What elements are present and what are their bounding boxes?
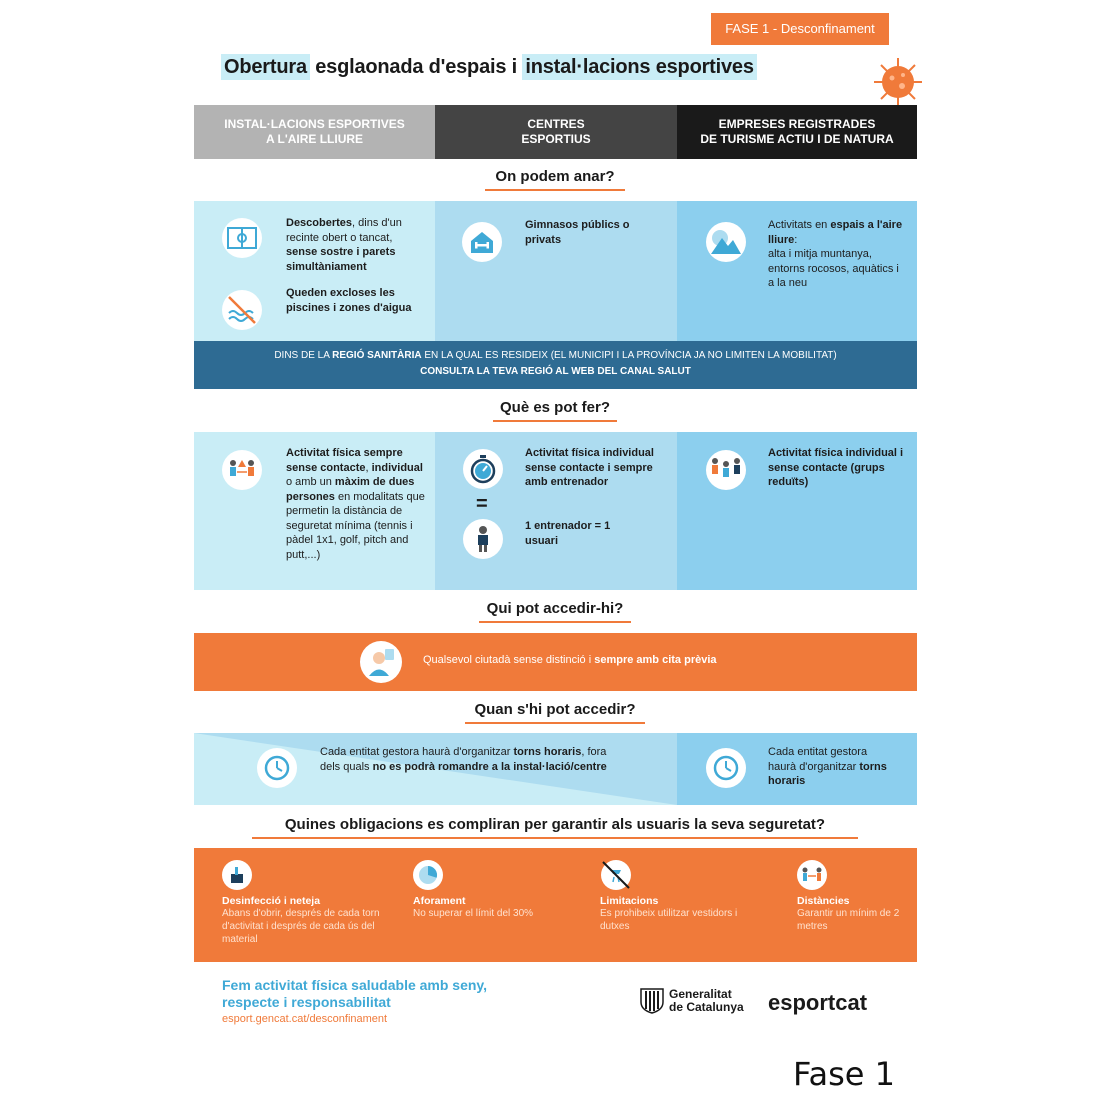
no-pool-icon	[222, 290, 262, 330]
section-title-who: Qui pot accedir-hi?	[430, 600, 680, 623]
what-companies-text: Activitat física individual i sense contacte (grups reduïts)	[768, 447, 904, 488]
title-part2: esglaonada d'espais i	[309, 56, 523, 78]
section-title-where: On podem anar?	[455, 168, 655, 191]
what-centers-text-a: Activitat física individual sense contacte i sempre amb entrenador	[525, 447, 654, 488]
generalitat-emblem-icon	[640, 988, 664, 1014]
no-shower-icon	[601, 860, 631, 890]
phase-badge: FASE 1 - Desconfinament	[711, 13, 889, 45]
section-title-what: Què es pot fer?	[455, 399, 655, 422]
generalitat-logo: Generalitat de Catalunya	[640, 988, 744, 1014]
column-header-outdoor: INSTAL·LACIONS ESPORTIVES A L'AIRE LLIURE	[194, 105, 435, 159]
when-right-text: Cada entitat gestora haurà d'organitzar torns horaris	[768, 746, 887, 787]
section-title-when: Quan s'hi pot accedir?	[430, 701, 680, 724]
obligation-cleaning: Desinfecció i neteja Abans d'obrir, després de cada torn d'activitat i després de cada ús del material	[222, 895, 380, 945]
group-icon	[706, 450, 746, 490]
where-outdoor-text-b: Queden excloses les piscines i zones d'aigua	[286, 287, 412, 314]
where-centers-text: Gimnasos públics o privats	[525, 219, 630, 246]
citizen-icon	[360, 641, 402, 683]
clock-icon	[257, 748, 297, 788]
stopwatch-icon	[463, 449, 503, 489]
trainer-icon	[463, 519, 503, 559]
field-icon	[222, 218, 262, 258]
obligation-capacity: Aforament No superar el límit del 30%	[413, 895, 534, 919]
who-text: Qualsevol ciutadà sense distinció i sempre amb cita prèvia	[423, 654, 717, 666]
footer-slogan: Fem activitat física saludable amb seny, respecte i responsabilitat	[222, 977, 488, 1010]
caption-label: Fase 1	[793, 1055, 895, 1093]
cleaning-icon	[222, 860, 252, 890]
region-band: DINS DE LA REGIÓ SANITÀRIA EN LA QUAL ES RESIDEIX (EL MUNICIPI I LA PROVÍNCIA JA NO LIMITEN LA MOBILITAT) CONSULTA LA TEVA REGIÓ AL WEB DEL CANAL SALUT	[194, 341, 917, 389]
two-people-icon	[222, 450, 262, 490]
pie-icon	[413, 860, 443, 890]
column-header-centers: CENTRES ESPORTIUS	[435, 105, 677, 159]
what-outdoor-text: Activitat física sempre sense contacte, individual o amb un màxim de dues persones en modalitats que permetin la distància de seguretat mínima (tennis i pàdel 1x1, golf, pitch and putt,...)	[286, 447, 425, 561]
page-title	[221, 56, 757, 79]
obligation-distance: Distàncies Garantir un mínim de 2 metres	[797, 895, 900, 932]
where-outdoor-text-a: Descobertes, dins d'un recinte obert o tancat, sense sostre i parets simultàniament	[286, 217, 402, 273]
equals-sign: =	[476, 493, 488, 515]
clock-icon-right	[706, 748, 746, 788]
distance-icon	[797, 860, 827, 890]
virus-icon	[872, 56, 924, 108]
title-part1: Obertura	[221, 54, 310, 80]
what-centers-text-b: 1 entrenador = 1 usuari	[525, 520, 611, 547]
gym-icon	[462, 222, 502, 262]
column-header-companies: EMPRESES REGISTRADES DE TURISME ACTIU I DE NATURA	[677, 105, 917, 159]
obligation-limitations: Limitacions Es prohibeix utilitzar vestidors i dutxes	[600, 895, 738, 932]
footer-url[interactable]: esport.gencat.cat/desconfinament	[222, 1013, 388, 1025]
when-left-text: Cada entitat gestora haurà d'organitzar torns horaris, fora dels quals no es podrà romandre a la instal·lació/centre	[320, 746, 607, 773]
title-part3: instal·lacions esportives	[522, 54, 756, 80]
section-title-obligations: Quines obligacions es compliran per garantir als usuaris la seva seguretat?	[200, 816, 910, 839]
where-companies-text: Activitats en espais a l'aire lliure: alta i mitja muntanya, entorns rocosos, aquàtics i a la neu	[768, 219, 903, 289]
esportcat-logo: esportcat	[768, 990, 868, 1015]
mountain-icon	[706, 222, 746, 262]
